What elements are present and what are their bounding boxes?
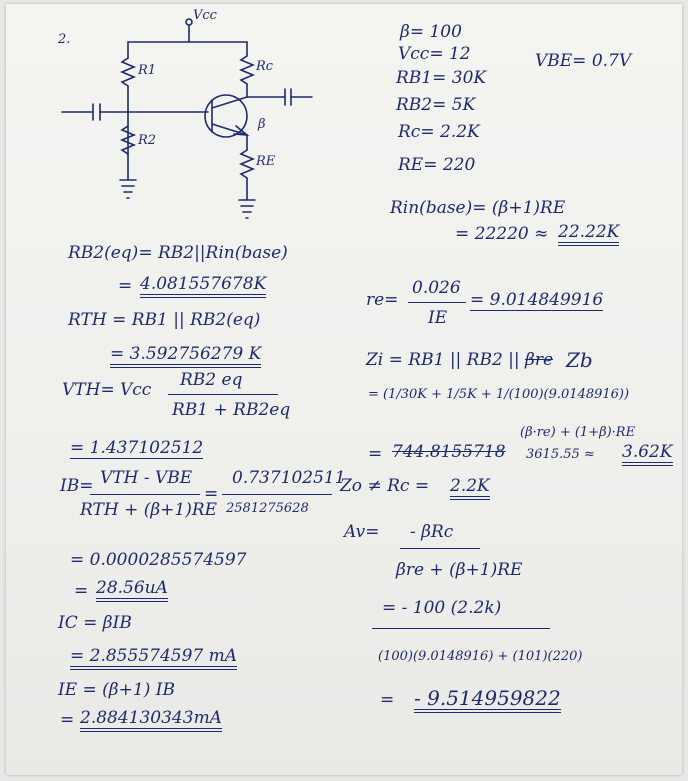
rb2eq-formula: RB2(eq)= RB2||Rin(base) bbox=[68, 243, 288, 263]
ib-value-fraction-bar bbox=[222, 494, 332, 495]
vcc-label: Vcc bbox=[193, 8, 217, 23]
ib-denominator-value: 2581275628 bbox=[226, 501, 309, 516]
rth-formula: RTH = RB1 || RB2(eq) bbox=[68, 310, 261, 330]
zo-result: 2.2K bbox=[450, 478, 490, 500]
rth-value: = 3.592756279 K bbox=[110, 346, 261, 368]
rin-formula: Rin(base)= (β+1)RE bbox=[390, 198, 566, 218]
av-denominator-substitution: (100)(9.0148916) + (101)(220) bbox=[378, 649, 583, 664]
re-denominator: IE bbox=[428, 308, 448, 328]
zo-formula: Zo ≠ Rc = bbox=[340, 476, 430, 496]
av-eq: = bbox=[380, 690, 395, 710]
re-value: = 9.014849916 bbox=[470, 290, 604, 310]
given-vbe: VBE= 0.7V bbox=[535, 51, 632, 71]
rin-result: 22.22K bbox=[558, 224, 619, 246]
ib-value-amps: = 0.0000285574597 bbox=[70, 550, 247, 570]
av-substitution: = - 100 (2.2k) bbox=[382, 598, 502, 618]
ib-numerator-value: 0.737102511 bbox=[232, 468, 346, 488]
vth-numerator: RB2 eq bbox=[180, 370, 243, 390]
vth-value: = 1.437102512 bbox=[70, 438, 204, 458]
zi-formula: Zi = RB1 || RB2 || bbox=[366, 350, 520, 370]
zi-reciprocal-sum: = (1/30K + 1/5K + 1/(100)(9.0148916)) bbox=[368, 387, 630, 402]
re-label: RE bbox=[256, 154, 276, 169]
vth-vcc: Vcc bbox=[120, 380, 152, 400]
vth-fraction-bar bbox=[168, 394, 278, 395]
ie-value: 2.884130343mA bbox=[80, 710, 222, 732]
zi-struck-term: βre bbox=[525, 350, 554, 370]
av-substitution-bar bbox=[372, 628, 550, 629]
problem-number: 2. bbox=[58, 32, 71, 47]
zi-struck-value: 744.8155718 bbox=[392, 442, 506, 462]
ic-value: = 2.855574597 mA bbox=[70, 648, 237, 670]
re-numerator: 0.026 bbox=[412, 278, 461, 298]
av-numerator: - βRc bbox=[410, 522, 454, 542]
re-label: re= bbox=[366, 290, 399, 310]
given-rc: Rc= 2.2K bbox=[398, 122, 480, 142]
zi-zb: Zb bbox=[566, 348, 593, 372]
vth-denominator: RB1 + RB2eq bbox=[172, 400, 291, 420]
given-re: RE= 220 bbox=[398, 155, 476, 175]
given-rb1: RB1= 30K bbox=[396, 68, 487, 88]
zi-value: 3615.55 ≈ bbox=[526, 447, 595, 462]
circuit-wires bbox=[62, 19, 312, 218]
r2-label: R2 bbox=[138, 133, 157, 148]
zi-note: (β·re) + (1+β)·RE bbox=[520, 425, 636, 440]
av-result: - 9.514959822 bbox=[414, 688, 561, 713]
ic-formula: IC = βIB bbox=[58, 613, 132, 633]
ib-value-micro: 28.56uA bbox=[96, 580, 168, 602]
ib-fraction-bar bbox=[90, 494, 200, 495]
rb2eq-eq: = bbox=[118, 276, 133, 296]
zi-result: 3.62K bbox=[622, 444, 673, 466]
rb2eq-value: 4.081557678K bbox=[140, 276, 266, 298]
av-fraction-bar bbox=[400, 548, 480, 549]
beta-label: β bbox=[258, 117, 266, 132]
r1-label: R1 bbox=[138, 63, 157, 78]
given-beta: β= 100 bbox=[400, 22, 462, 42]
rc-label: Rc bbox=[256, 59, 274, 74]
zi-eq: = bbox=[368, 444, 383, 464]
re-fraction-bar bbox=[408, 302, 466, 303]
ib-equals: = bbox=[204, 484, 219, 504]
ib-denominator: RTH + (β+1)RE bbox=[80, 500, 218, 520]
ie-formula: IE = (β+1) IB bbox=[58, 680, 175, 700]
av-label: Av= bbox=[344, 522, 380, 542]
ie-eq: = bbox=[60, 710, 75, 730]
given-rb2: RB2= 5K bbox=[396, 95, 476, 115]
given-vcc: Vcc= 12 bbox=[398, 44, 471, 64]
ib-numerator: VTH - VBE bbox=[100, 468, 193, 488]
ib-value-eq: = bbox=[74, 581, 89, 601]
rin-value: = 22220 ≈ bbox=[455, 224, 549, 244]
av-denominator: βre + (β+1)RE bbox=[396, 560, 523, 580]
vth-label: VTH= bbox=[62, 380, 115, 400]
ib-label: IB= bbox=[60, 476, 94, 496]
